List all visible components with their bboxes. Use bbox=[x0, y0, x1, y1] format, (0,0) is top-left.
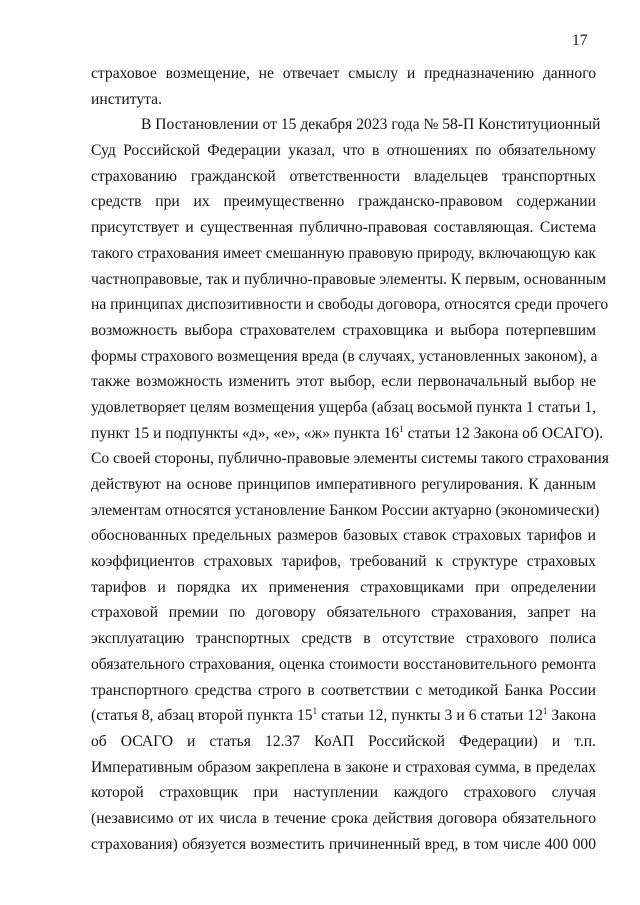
text-line: присутствует и существенная публично-правовая составляющая. Система bbox=[91, 219, 596, 237]
text-line: обоснованных предельных размеров базовых ставок страховых тарифов и bbox=[91, 527, 596, 545]
text-line: Со своей стороны, публично-правовые элементы системы такого страхования bbox=[91, 450, 609, 468]
text-line: (независимо от их числа в течение срока действия договора обязательного bbox=[91, 809, 596, 827]
text-line: Суд Российской Федерации указал, что в отношениях по обязательному bbox=[91, 142, 596, 160]
text-line: Императивным образом закреплена в законе и страховая сумма, в пределах bbox=[91, 758, 596, 776]
text-line: формы страхового возмещения вреда (в случаях, установленных законом), а bbox=[91, 347, 598, 365]
text-line: удовлетворяет целям возмещения ущерба (абзац восьмой пункта 1 статьи 1, bbox=[91, 398, 597, 416]
text-line: страховой премии по договору обязательного страхования, запрет на bbox=[91, 604, 596, 622]
text-fragment: (статья 8, абзац второй пункта 15 bbox=[91, 707, 313, 725]
text-fragment: пункт 15 и подпункты «д», «е», «ж» пункта 16 bbox=[91, 424, 400, 442]
text-line: также возможность изменить этот выбор, если первоначальный выбор не bbox=[91, 373, 596, 391]
text-line: эксплуатацию транспортных средств в отсутствие страхового полиса bbox=[91, 630, 596, 648]
text-line: обязательного страхования, оценка стоимости восстановительного ремонта bbox=[91, 655, 596, 673]
text-line: частноправовые, так и публично-правовые элементы. К первым, основанным bbox=[91, 270, 607, 288]
text-line: об ОСАГО и статья 12.37 КоАП Российской Федерации) и т.п. bbox=[91, 732, 596, 750]
superscript: 1 bbox=[542, 706, 548, 717]
text-line: транспортного средства строго в соответствии с методикой Банка России bbox=[91, 681, 596, 699]
superscript: 1 bbox=[399, 423, 404, 434]
text-line bbox=[91, 421, 604, 447]
text-fragment: статьи 12, пункты 3 и 6 статьи 12 bbox=[317, 707, 543, 725]
page-number: 17 bbox=[572, 32, 588, 49]
text-line: тарифов и порядка их применения страховщиками при определении bbox=[91, 578, 596, 596]
text-line: В Постановлении от 15 декабря 2023 года № 58-П Конституционный bbox=[141, 116, 601, 134]
text-line: коэффициентов страховых тарифов, требований к структуре страховых bbox=[91, 553, 596, 571]
text-line: которой страховщик при наступлении каждого страхового случая bbox=[91, 784, 596, 802]
text-line: действуют на основе принципов императивного регулирования. К данным bbox=[91, 476, 596, 493]
text-fragment: статьи 12 Закона об ОСАГО). bbox=[403, 424, 604, 442]
text-line: элементам относятся установление Банком России актуарно (экономически) bbox=[91, 501, 600, 519]
superscript: 1 bbox=[312, 706, 318, 717]
text-line: средств при их преимущественно гражданско-правовом содержании bbox=[91, 193, 596, 211]
text-line bbox=[91, 703, 596, 729]
text-line: страхованию гражданской ответственности владельцев транспортных bbox=[91, 167, 596, 185]
text-line: института. bbox=[91, 90, 163, 108]
text-line: возможность выбора страхователем страховщика и выбора потерпевшим bbox=[91, 321, 596, 339]
text-line: страхования) обязуется возместить причиненный вред, в том числе 400 000 bbox=[91, 835, 596, 853]
text-line: на принципах диспозитивности и свободы договора, относятся среди прочего bbox=[91, 296, 609, 314]
text-line: такого страхования имеет смешанную правовую природу, включающую как bbox=[91, 244, 596, 262]
text-line: страховое возмещение, не отвечает смыслу и предназначению данного bbox=[91, 65, 596, 82]
body-text bbox=[91, 61, 609, 857]
text-fragment: Закона bbox=[547, 707, 596, 725]
